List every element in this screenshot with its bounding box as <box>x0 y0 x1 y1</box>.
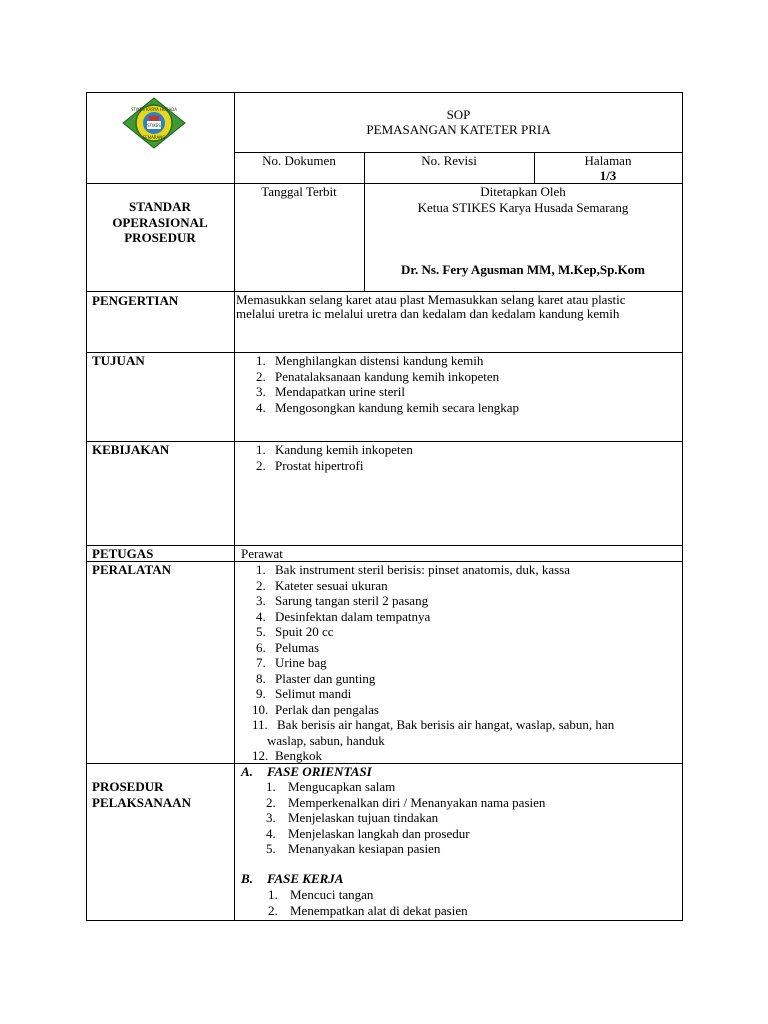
issue-date-label: Tanggal Terbit <box>261 184 337 199</box>
phase-a-title: FASE ORIENTASI <box>267 764 372 779</box>
list-item <box>256 655 618 671</box>
phase-b-title: FASE KERJA <box>267 871 344 886</box>
section-label-pengertian: PENGERTIAN <box>92 293 179 308</box>
list-item-number: 1. <box>256 442 266 457</box>
logo-center-text: STIKES <box>147 123 161 128</box>
list-item <box>256 458 413 474</box>
list-item-number: 11. <box>252 717 268 732</box>
list-item-text: Plaster dan gunting <box>275 670 376 686</box>
list-item-text: Bak berisis air hangat, Bak berisis air hangat, waslap, sabun, han <box>277 717 615 732</box>
sop-label: SOP <box>446 107 471 122</box>
list-item-text: Desinfektan dalam tempatnya <box>275 608 431 624</box>
list-item-number: 1. <box>268 887 278 902</box>
list-item-text: Menanyakan kesiapan pasien <box>288 841 441 856</box>
list-item <box>252 748 614 764</box>
logo-bottom-text: SEMARANG <box>142 135 166 140</box>
set-by-label: Ditetapkan Oleh <box>480 184 566 199</box>
section-label-tujuan: TUJUAN <box>92 353 145 368</box>
section-label-prosedur: PROSEDUR <box>92 779 164 794</box>
section-label-petugas: PETUGAS <box>92 546 154 561</box>
phase-a-list <box>266 779 545 857</box>
list-item <box>252 733 614 749</box>
list-item-text: Kateter sesuai ukuran <box>275 577 388 593</box>
list-item <box>256 384 519 400</box>
list-item <box>266 795 545 811</box>
list-item-text: Menjelaskan langkah dan prosedur <box>288 825 470 841</box>
list-item-number: 12. <box>252 748 269 763</box>
list-item-text: Memperkenalkan diri / Menanyakan nama pasien <box>288 794 546 810</box>
phase-b-letter: B. <box>241 871 253 886</box>
list-item-number: 3. <box>256 384 266 399</box>
list-item <box>256 593 618 609</box>
section-label-pelaksanaan: PELAKSANAAN <box>92 795 191 810</box>
list-item-text: Prostat hipertrofi <box>275 457 364 473</box>
tujuan-list <box>256 353 519 415</box>
list-item <box>256 353 519 369</box>
list-item <box>268 887 468 903</box>
page-value: 1/3 <box>599 168 617 183</box>
list-item-text: Mendapatkan urine steril <box>275 384 405 399</box>
list-item-text: Selimut mandi <box>275 686 352 701</box>
table-border-right <box>682 92 683 921</box>
left-title-line-3: PROSEDUR <box>124 230 196 245</box>
section-label-kebijakan: KEBIJAKAN <box>92 442 170 457</box>
list-item-text: Spuit 20 cc <box>275 624 334 639</box>
table-column-divider <box>234 92 235 921</box>
phase-b-list <box>268 887 468 918</box>
list-item-number: 2. <box>256 457 266 473</box>
list-item-text: Urine bag <box>275 655 327 670</box>
pengertian-text-line-2: melalui uretra ic melalui uretra dan kedalam dan kedalam kandung kemih <box>236 306 620 321</box>
list-item-number: 1. <box>256 353 266 368</box>
document-title: PEMASANGAN KATETER PRIA <box>366 122 551 137</box>
doc-number-label: No. Dokumen <box>262 153 336 168</box>
list-item-number: 7. <box>256 655 266 670</box>
list-item-number: 6. <box>256 639 266 655</box>
list-item-number: 2. <box>266 794 276 810</box>
left-title-line-1: STANDAR <box>129 199 191 214</box>
phase-a-letter: A. <box>241 764 253 779</box>
list-item <box>266 810 545 826</box>
list-item-number: 4. <box>256 608 266 624</box>
list-item-number: 2. <box>256 368 266 384</box>
list-item <box>266 841 545 857</box>
list-item <box>266 779 545 795</box>
list-item-text: Penatalaksanaan kandung kemih inkopeten <box>275 368 500 384</box>
list-item-number: 5. <box>256 624 266 639</box>
revision-label: No. Revisi <box>421 153 477 168</box>
list-item-number: 8. <box>256 670 266 686</box>
list-item-text: Perlak dan pengalas <box>275 701 379 717</box>
section-divider-petugas <box>86 545 683 546</box>
set-by-organization: Ketua STIKES Karya Husada Semarang <box>417 200 629 215</box>
list-item-text: Menempatkan alat di dekat pasien <box>290 902 468 918</box>
list-item <box>252 717 614 733</box>
list-item-number: 1. <box>266 779 276 794</box>
list-item-text: Mengucapkan salam <box>288 779 396 794</box>
list-item-number: 3. <box>256 593 266 608</box>
list-item-text: Menjelaskan tujuan tindakan <box>288 810 439 825</box>
list-item <box>256 671 618 687</box>
list-item-number: 9. <box>256 686 266 701</box>
list-item <box>256 442 413 458</box>
list-item-text: Pelumas <box>275 639 320 655</box>
signatory-name: Dr. Ns. Fery Agusman MM, M.Kep,Sp.Kom <box>401 262 645 277</box>
list-item <box>256 400 519 416</box>
list-item-text: Kandung kemih inkopeten <box>275 442 413 457</box>
list-item-text: waslap, sabun, handuk <box>267 732 385 748</box>
petugas-value: Perawat <box>241 546 283 561</box>
list-item <box>256 686 618 702</box>
list-item-number: 1. <box>256 562 266 577</box>
list-item-number: 2. <box>268 902 278 918</box>
left-title-line-2: OPERASIONAL <box>112 215 208 230</box>
list-item <box>256 578 618 594</box>
logo-top-text: STIKES KARYA HUSADA <box>130 107 178 112</box>
list-item <box>256 624 618 640</box>
pengertian-text-line-1: Memasukkan selang karet atau plast Memasukkan selang karet atau plastic <box>236 292 626 307</box>
section-label-peralatan: PERALATAN <box>92 562 171 577</box>
list-item-number: 5. <box>266 841 276 856</box>
list-item <box>256 562 618 578</box>
list-item <box>252 702 614 718</box>
list-item-text: Bak instrument steril berisis: pinset anatomis, duk, kassa <box>275 562 570 577</box>
list-item-number: 3. <box>266 810 276 825</box>
peralatan-list <box>252 562 618 764</box>
list-item <box>268 903 468 919</box>
stikes-logo <box>122 97 186 149</box>
list-item-text: Sarung tangan steril 2 pasang <box>275 593 429 608</box>
list-item-number: 10. <box>252 701 269 717</box>
list-item <box>256 369 519 385</box>
table-border-bottom <box>86 920 683 921</box>
list-item-text: Mengosongkan kandung kemih secara lengkap <box>275 399 520 415</box>
list-item <box>256 609 618 625</box>
kebijakan-list <box>256 442 413 473</box>
list-item-text: Menghilangkan distensi kandung kemih <box>275 353 484 368</box>
list-item-text: Bengkok <box>275 748 322 763</box>
table-border-top <box>86 92 683 93</box>
list-item-number: 4. <box>266 825 276 841</box>
list-item <box>266 826 545 842</box>
list-item-text: Mencuci tangan <box>290 887 374 902</box>
page-label: Halaman <box>584 153 632 168</box>
list-item-number: 2. <box>256 577 266 593</box>
list-item <box>256 640 618 656</box>
list-item-number: 4. <box>256 399 266 415</box>
